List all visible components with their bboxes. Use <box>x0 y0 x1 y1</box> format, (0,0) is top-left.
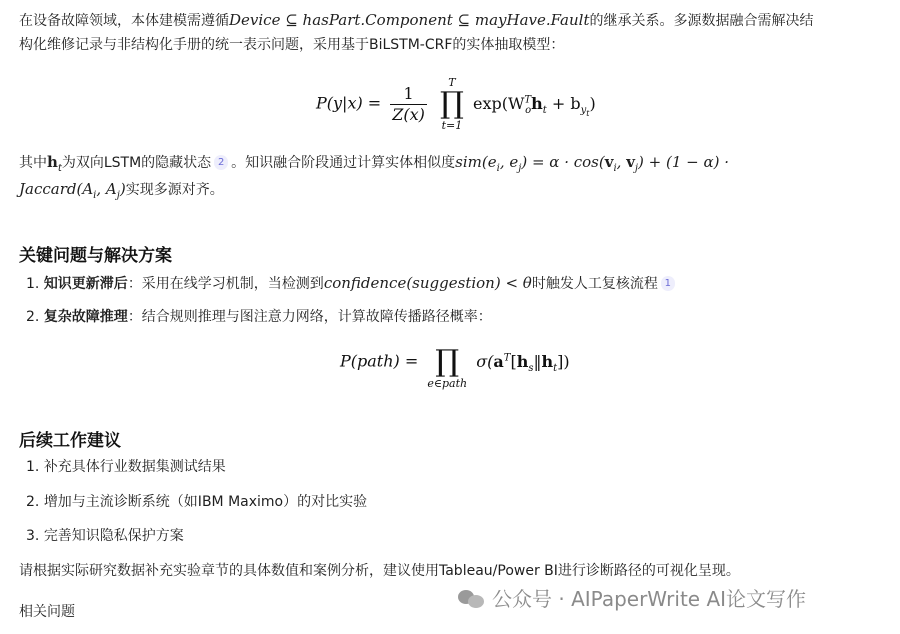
eq1-lhs: P(y|x) = <box>316 93 382 113</box>
intro-line-2 <box>19 32 889 58</box>
eq1-numerator: 1 <box>390 84 427 105</box>
list-item: 1. 知识更新滞后：采用在线学习机制，当检测到confidence(suggestion) < θ时触发人工复核流程 1 <box>26 272 678 295</box>
list-item: 1. 补充具体行业数据集测试结果 <box>26 459 226 475</box>
inheritance-formula: Device ⊆ hasPart.Component ⊆ mayHave.Fault <box>229 11 590 29</box>
eq1-fraction <box>390 84 427 125</box>
citation-badge[interactable]: 1 <box>661 276 675 291</box>
eq1-product-lower: t=1 <box>441 119 463 132</box>
eq1-rhs: $\exp(W^T_oh_t + b_{y_t})$ <box>473 93 596 118</box>
citation-badge[interactable]: 2 <box>214 155 228 170</box>
eq2-product: ∏ e∈path <box>427 344 468 390</box>
para2-line-2: $Jaccard(A_i$, $A_j$)实现多源对齐。 <box>19 180 224 201</box>
related-questions-label: 相关问题 <box>19 604 75 620</box>
eq1-product <box>440 76 464 132</box>
list-item: 3. 完善知识隐私保护方案 <box>26 528 184 544</box>
section-heading-key-issues: 关键问题与解决方案 <box>19 246 172 266</box>
intro-line-1 <box>19 7 889 34</box>
list-item: 2. 增加与主流诊断系统（如IBM Maximo）的对比实验 <box>26 494 368 510</box>
para2-line-1: 其中$h_t$为双向LSTM的隐藏状态 2 。知识融合阶段通过计算实体相似度$sim(e_i$, $e_j) = \alpha \cdot \cos(v_i$, $v_j) + (1 - \alpha)$ · <box>19 153 729 174</box>
intro-text-2: 构化维修记录与非结构化手册的统一表示问题，采用基于BiLSTM-CRF的实体抽取模型： <box>19 37 565 53</box>
watermark: 公众号 · AIPaperWrite AI论文写作 <box>458 583 806 612</box>
eq1-denominator: Z(x) <box>392 104 425 124</box>
eq1-product-upper: T <box>448 76 456 89</box>
product-symbol: ∏ <box>435 344 460 379</box>
eq2-rhs: $\sigma(a^T[h_s‖h_t])$ <box>476 351 570 374</box>
path-probability-equation: P(path) = ∏ e∈path $\sigma(a^T[h_s‖h_t])$ <box>340 334 570 390</box>
crf-equation <box>316 76 596 132</box>
closing-paragraph: 请根据实际研究数据补充实验章节的具体数值和案例分析，建议使用Tableau/Power BI进行诊断路径的可视化呈现。 <box>19 563 740 579</box>
intro-text: 在设备故障领域，本体建模需遵循 <box>19 13 229 29</box>
section-heading-future-work: 后续工作建议 <box>19 431 121 451</box>
intro-text-cont: 的继承关系。多源数据融合需解决结 <box>589 13 814 29</box>
list-item: 2. 复杂故障推理：结合规则推理与图注意力网络，计算故障传播路径概率： <box>26 309 492 325</box>
product-symbol: ∏ <box>440 86 464 121</box>
wechat-icon <box>458 588 486 610</box>
